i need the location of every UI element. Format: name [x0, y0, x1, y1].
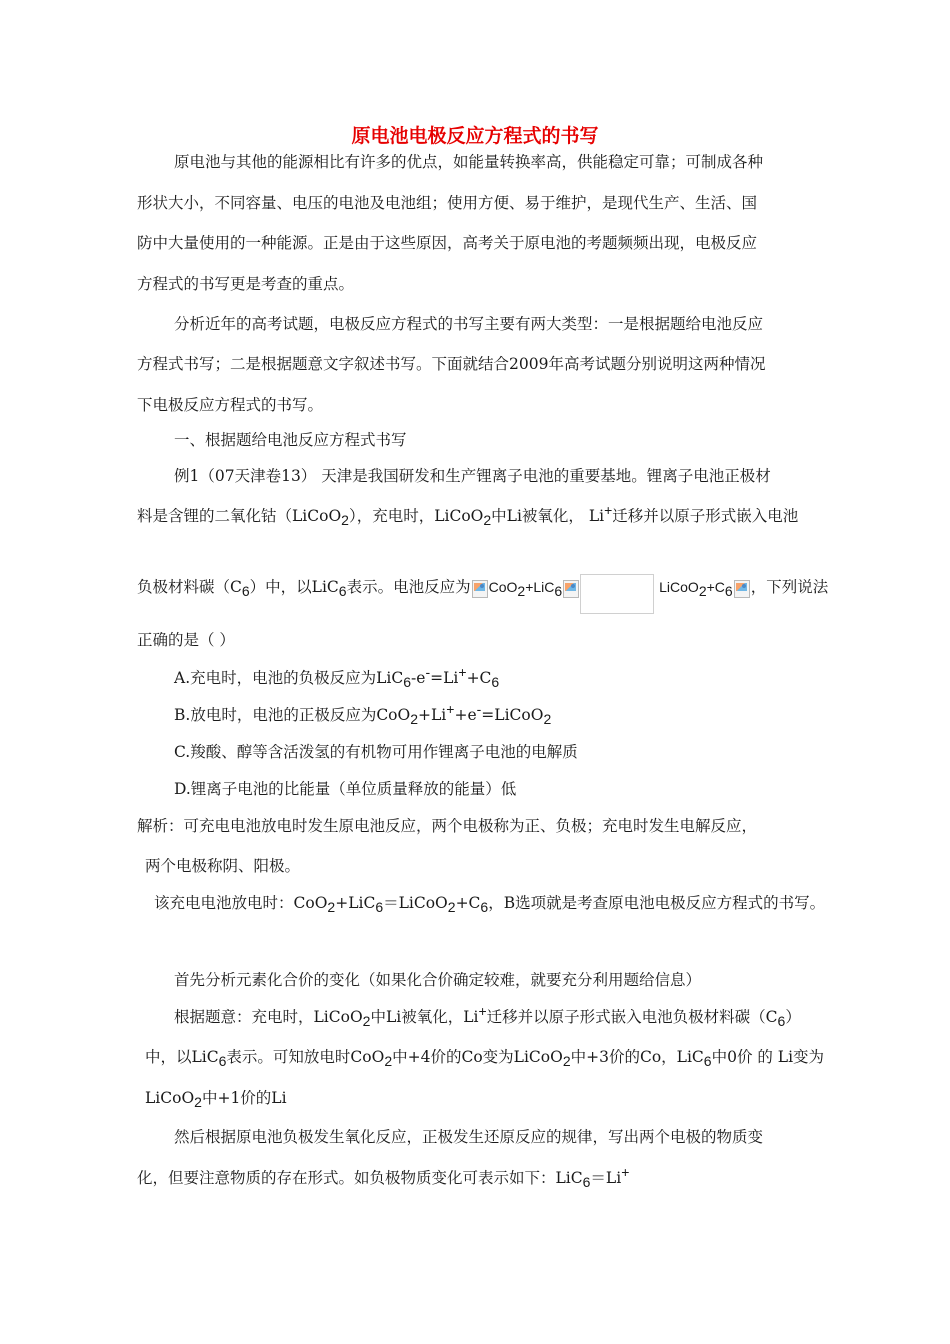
step2-line1: 根据题意：充电时，LiCoO$_2$中Li被氧化，Li+迁移并以原子形式嵌入电池负极材料碳$(C_6)$ [174, 1002, 801, 1030]
section-heading: 一、根据题给电池反应方程式书写 [174, 431, 407, 449]
option-d: D.锂离子电池的比能量（单位质量释放的能量）低 [174, 780, 517, 798]
example-line3: 负极材料碳$(C_6)$中，以LiC$_6$表示。电池反应为 CoO$_2$+LiC$_6$ $LiCoO_2+C_6$ ，下列说法 [137, 574, 828, 614]
option-a: A.充电时，电池的负极反应为$LiC_6-e^-=Li^++C_6$ [174, 663, 500, 691]
example-line4: 正确的是（ ） [137, 631, 235, 649]
step3-line2: 化，但要注意物质的存在形式。如负极物质变化可表示如下：LiC$_6$＝Li+ [137, 1163, 630, 1191]
analysis-line3: 该充电电池放电时：$CoO_2+LiC_6=LiCoO_2+C_6$，B选项就是考查原电池电极反应方程式的书写。 [154, 894, 826, 916]
para1-line2: 形状大小，不同容量、电压的电池及电池组；使用方便、易于维护，是现代生产、生活、国 [137, 194, 758, 212]
step1: 首先分析元素化合价的变化（如果化合价确定较难，就要充分利用题给信息） [174, 971, 702, 989]
para2-line2: 方程式书写；二是根据题意文字叙述书写。下面就结合2009年高考试题分别说明这两种情况 [137, 355, 766, 373]
reaction-arrow-placeholder [580, 574, 654, 614]
step3-line1: 然后根据原电池负极发生氧化反应，正极发生还原反应的规律，写出两个电极的物质变 [174, 1128, 764, 1146]
broken-image-icon [734, 580, 750, 598]
page-title: 原电池电极反应方程式的书写 [351, 125, 599, 147]
analysis-line1: 解析：可充电电池放电时发生原电池反应，两个电极称为正、负极；充电时发生电解反应， [137, 817, 758, 835]
analysis-line2: 两个电极称阴、阳极。 [145, 857, 301, 875]
para1-line1: 原电池与其他的能源相比有许多的优点，如能量转换率高，供能稳定可靠；可制成各种 [174, 153, 764, 171]
step2-line3: LiCoO$_2$中+1价的Li [145, 1089, 287, 1111]
example-line1: 例1（07天津卷13） 天津是我国研发和生产锂离子电池的重要基地。锂离子电池正极材 [174, 467, 771, 485]
broken-image-icon [472, 580, 488, 598]
para1-line4: 方程式的书写更是考查的重点。 [137, 275, 355, 293]
step2-line2: 中，以LiC$_6$表示。可知放电时CoO$_2$中+4价的Co变为LiCoO$_2$中+3价的Co，LiC$_6$中0价 的 Li变为 [145, 1048, 825, 1070]
para2-line1: 分析近年的高考试题，电极反应方程式的书写主要有两大类型：一是根据题给电池反应 [174, 315, 764, 333]
para1-line3: 防中大量使用的一种能源。正是由于这些原因，高考关于原电池的考题频频出现，电极反应 [137, 234, 758, 252]
para2-line3: 下电极反应方程式的书写。 [137, 396, 324, 414]
example-line2: 料是含锂的二氧化钴（LiCoO$_2$），充电时，LiCoO$_2$中Li被氧化， Li+迁移并以原子形式嵌入电池 [137, 501, 799, 529]
option-b: B.放电时，电池的正极反应为CoO$_2$+Li++e-=LiCoO$_2$ [174, 700, 552, 728]
option-c: C.羧酸、醇等含活泼氢的有机物可用作锂离子电池的电解质 [174, 743, 578, 761]
broken-image-icon [563, 580, 579, 598]
